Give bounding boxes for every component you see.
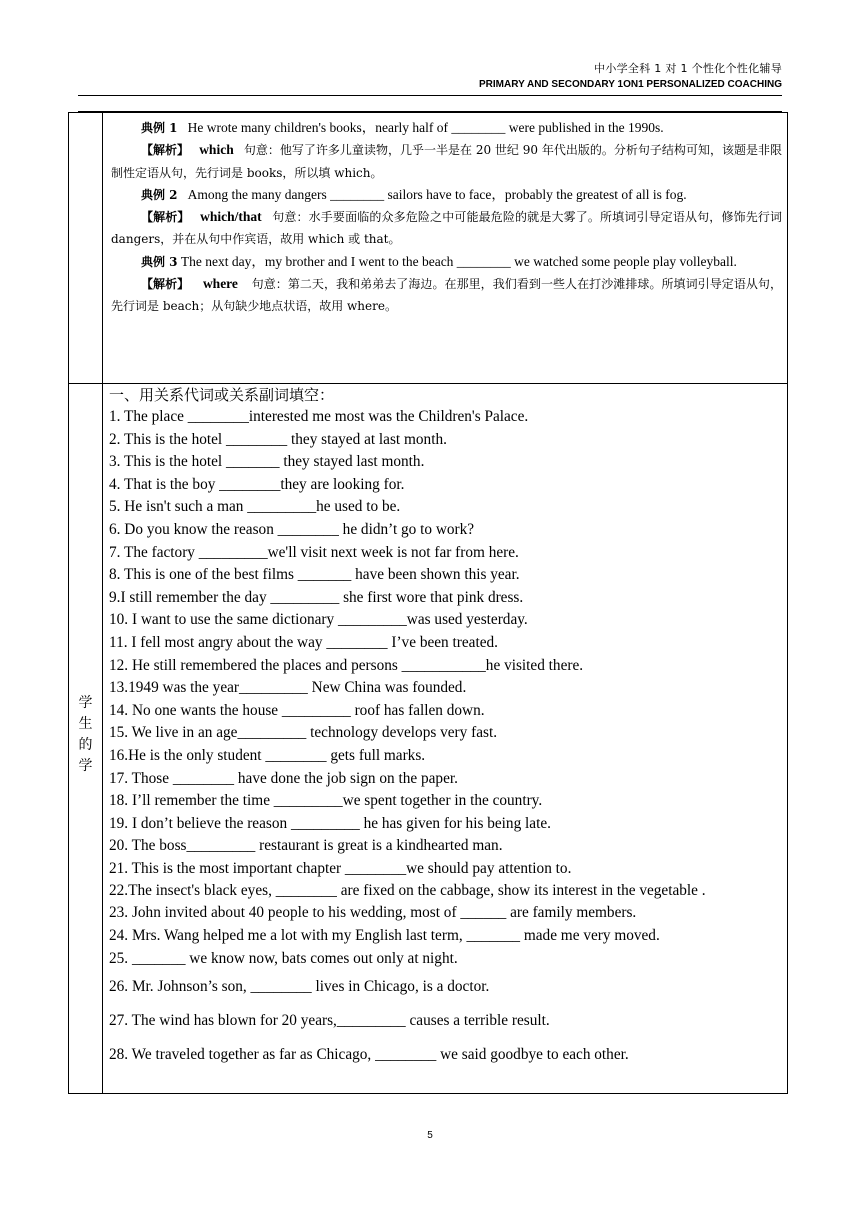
exercise-item: 26. Mr. Johnson’s son, ________ lives in Chicago, is a doctor. bbox=[109, 978, 490, 996]
exercise-item: 10. I want to use the same dictionary _________was used yesterday. bbox=[109, 611, 528, 629]
side-label-char: 的 bbox=[78, 737, 93, 753]
exercise-item: 4. That is the boy ________they are looking for. bbox=[109, 475, 405, 493]
exercise-item: 11. I fell most angry about the way ________ I’ve been treated. bbox=[109, 633, 498, 651]
exercise-item: 1. The place ________interested me most was the Children's Palace. bbox=[109, 408, 529, 425]
header-chinese-title: 中小学全科 1 对 1 个性化个性化辅导 bbox=[594, 62, 782, 75]
exercise-item: 20. The boss_________ restaurant is great is a kindhearted man. bbox=[109, 837, 503, 855]
example-analysis bbox=[111, 273, 782, 318]
table-row-divider bbox=[69, 383, 787, 384]
exercise-item: 7. The factory _________we'll visit next week is not far from here. bbox=[109, 543, 519, 561]
exercise-item: 16.He is the only student ________ gets full marks. bbox=[109, 746, 426, 764]
page-header bbox=[78, 62, 782, 91]
side-label-char: 学 bbox=[78, 758, 93, 774]
exercise-item: 2. This is the hotel ________ they stayed at last month. bbox=[109, 430, 447, 448]
example-label: 典例 2 bbox=[141, 187, 178, 202]
analysis-text: 句意：第二天，我和弟弟去了海边。在那里，我们看到一些人在打沙滩排球。所填词引导定语从句，先行词是 beach；从句缺少地点状语，故用 where。 bbox=[111, 277, 782, 314]
header-rule bbox=[78, 95, 782, 96]
exercise-item: 17. Those ________ have done the job sign on the paper. bbox=[109, 769, 458, 787]
example-label: 典例 3 bbox=[141, 254, 178, 269]
example-question bbox=[111, 184, 782, 206]
exercise-section bbox=[109, 385, 782, 1072]
example-question bbox=[111, 117, 782, 139]
worksheet-table bbox=[68, 112, 788, 1094]
exercise-item: 19. I don’t believe the reason _________ he has given for his being late. bbox=[109, 814, 551, 832]
exercise-item: 8. This is one of the best films _______ have been shown this year. bbox=[109, 566, 520, 584]
example-question-text: Among the many dangers ________ sailors have to face，probably the greatest of all is fog. bbox=[187, 186, 687, 202]
exercise-item: 24. Mrs. Wang helped me a lot with my English last term, _______ made me very moved. bbox=[109, 927, 660, 945]
example-analysis bbox=[111, 139, 782, 184]
analysis-answer: which/that bbox=[200, 209, 262, 225]
exercise-item: 27. The wind has blown for 20 years,_________ causes a terrible result. bbox=[109, 1012, 550, 1030]
exercise-item: 28. We traveled together as far as Chicago, ________ we said goodbye to each other. bbox=[109, 1046, 629, 1064]
analysis-label: 【解析】 bbox=[141, 210, 190, 225]
side-label-char: 生 bbox=[78, 716, 93, 732]
exercise-item: 13.1949 was the year_________ New China was founded. bbox=[109, 679, 467, 697]
example-question bbox=[111, 251, 782, 273]
exercise-item: 25. _______ we know now, bats comes out only at night. bbox=[109, 949, 458, 967]
analysis-answer: where bbox=[202, 276, 238, 292]
exercise-item: 5. He isn't such a man _________he used to be. bbox=[109, 498, 401, 516]
example-analysis bbox=[111, 206, 782, 251]
student-section-label bbox=[69, 693, 102, 777]
exercise-item: 3. This is the hotel _______ they stayed last month. bbox=[109, 453, 425, 471]
example-label: 典例 1 bbox=[141, 121, 178, 135]
examples-section bbox=[111, 117, 782, 318]
exercise-item: 22.The insect's black eyes, ________ are fixed on the cabbage, show its interest in the vegetable . bbox=[109, 882, 706, 900]
exercise-item: 14. No one wants the house _________ roof has fallen down. bbox=[109, 701, 485, 719]
analysis-label: 【解析】 bbox=[141, 143, 190, 158]
exercise-item: 21. This is the most important chapter ________we should pay attention to. bbox=[109, 859, 572, 877]
page-number: 5 bbox=[427, 1130, 433, 1141]
header-english-title: PRIMARY AND SECONDARY 1ON1 PERSONALIZED COACHING bbox=[479, 79, 782, 90]
exercise-title: 一、用关系代词或关系副词填空： bbox=[109, 386, 335, 404]
analysis-answer: which bbox=[199, 142, 234, 158]
exercise-item: 6. Do you know the reason ________ he didn’t go to work? bbox=[109, 520, 475, 538]
analysis-text: 句意：他写了许多儿童读物，几乎一半是在 20 世纪 90 年代出版的。分析句子结构可知，该题是非限制性定语从句，先行词是 books，所以填 which。 bbox=[111, 143, 782, 180]
analysis-label: 【解析】 bbox=[141, 277, 190, 292]
analysis-text: 句意：水手要面临的众多危险之中可能最危险的就是大雾了。所填词引导定语从句，修饰先行词 dangers，并在从句中作宾语，故用 which 或 that。 bbox=[111, 210, 783, 247]
exercise-item: 9.I still remember the day _________ she first wore that pink dress. bbox=[109, 588, 524, 606]
example-question-text: The next day，my brother and I went to the beach ________ we watched some people play volleyball. bbox=[180, 253, 737, 269]
example-question-text: He wrote many children's books，nearly half of ________ were published in the 1990s. bbox=[187, 120, 664, 135]
exercise-item: 18. I’ll remember the time _________we spent together in the country. bbox=[109, 792, 543, 810]
table-column-divider bbox=[102, 113, 103, 1093]
exercise-item: 23. John invited about 40 people to his wedding, most of ______ are family members. bbox=[109, 904, 637, 922]
side-label-char: 学 bbox=[78, 695, 93, 711]
exercise-item: 12. He still remembered the places and persons ___________he visited there. bbox=[109, 656, 584, 674]
exercise-item: 15. We live in an age_________ technology develops very fast. bbox=[109, 724, 498, 742]
